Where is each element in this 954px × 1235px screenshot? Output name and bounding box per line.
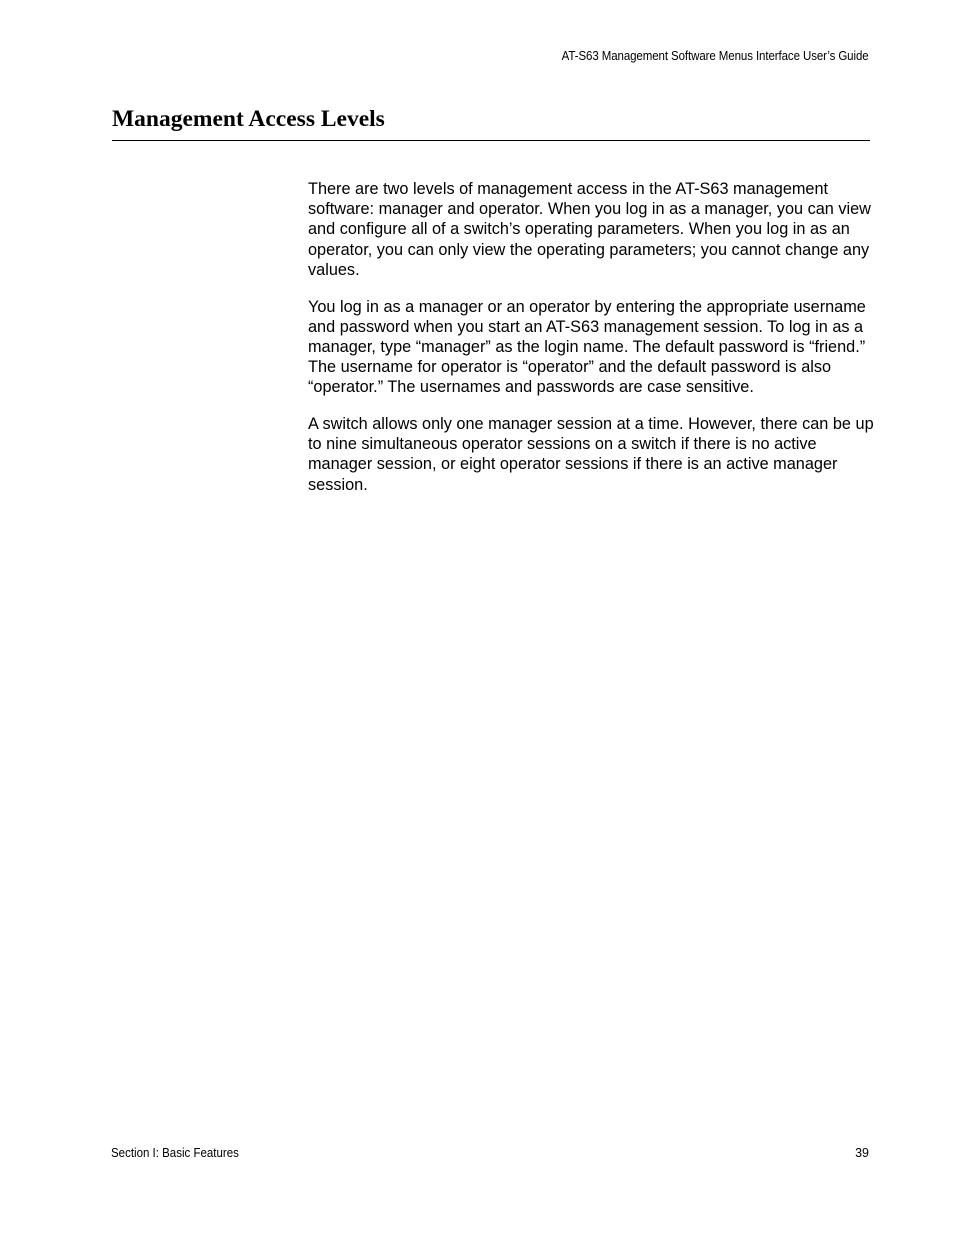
running-header: AT-S63 Management Software Menus Interface User’s Guide [562, 49, 869, 63]
section-title: Management Access Levels [112, 106, 385, 132]
body-text [308, 179, 874, 511]
paragraph-access-levels: There are two levels of management access in the AT-S63 management software: manager and operator. When you log in as a manager, you can view and configure all of a switch’s operating parameters. When you log in as an operator, you can only view the operating parameters; you cannot change any values. [308, 180, 871, 279]
title-rule [112, 140, 870, 141]
paragraph-session-limits: A switch allows only one manager session at a time. However, there can be up to nine simultaneous operator sessions on a switch if there is no active manager session, or eight operator sessions if there is an active manager session. [308, 415, 874, 494]
footer-page-number: 39 [855, 1146, 869, 1160]
footer-section-label: Section I: Basic Features [111, 1146, 239, 1160]
paragraph-login-credentials: You log in as a manager or an operator by entering the appropriate username and password when you start an AT-S63 management session. To log in as a manager, type “manager” as the login name. The default password is “friend.” The username for operator is “operator” and the default password is also “operator.” The usernames and passwords are case sensitive. [308, 297, 866, 397]
